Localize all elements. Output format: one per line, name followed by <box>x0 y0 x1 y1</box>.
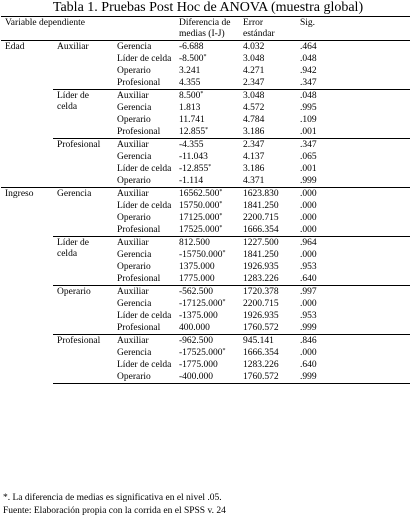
mean-difference-value: -17525.000 <box>179 348 223 358</box>
significance-marker: * <box>219 189 223 195</box>
mean-difference <box>175 224 239 237</box>
group-j: Profesional <box>117 127 161 137</box>
header-sig: Sig. <box>296 17 410 41</box>
mean-difference-value: 15750.000 <box>179 201 220 211</box>
group-j: Operario <box>117 115 151 125</box>
mean-difference <box>175 359 239 371</box>
standard-error: 1760.572 <box>239 371 296 384</box>
group-j: Gerencia <box>117 103 152 113</box>
standard-error: 1926.935 <box>243 262 279 272</box>
significance-marker: * <box>219 225 223 231</box>
significance: .999 <box>300 323 317 333</box>
mean-difference-value: -8.500 <box>179 54 204 64</box>
group-j: Operario <box>117 176 151 186</box>
significance: .347 <box>296 139 410 152</box>
group-j: Líder de celda <box>117 164 172 174</box>
standard-error: 1283.226 <box>243 274 279 284</box>
standard-error: 2200.715 <box>243 299 279 309</box>
group-j: Operario <box>117 213 151 223</box>
significance: .640 <box>300 274 317 284</box>
group-j: Operario <box>113 371 175 384</box>
group-j: Profesional <box>117 323 161 333</box>
post-hoc-table <box>1 16 410 384</box>
significance: .953 <box>300 311 317 321</box>
significance: .999 <box>300 176 317 186</box>
group-j: Líder de celda <box>117 311 172 321</box>
header-dependent: Variable dependiente <box>1 17 175 41</box>
mean-difference <box>175 335 239 348</box>
group-j: Auxiliar <box>113 237 175 250</box>
standard-error: 1841.250 <box>243 250 279 260</box>
mean-difference <box>175 261 239 273</box>
significance-marker: * <box>208 164 212 170</box>
significance-marker: * <box>222 348 226 354</box>
mean-difference <box>175 90 239 103</box>
group-j: Líder de celda <box>117 54 172 64</box>
group-j: Gerencia <box>117 348 152 358</box>
standard-error: 3.048 <box>243 54 265 64</box>
group-j: Líder de celda <box>117 360 172 370</box>
group-j: Auxiliar <box>113 139 175 152</box>
mean-difference <box>175 163 239 175</box>
table-row <box>1 90 410 103</box>
table-row <box>1 41 410 54</box>
mean-difference <box>175 286 239 299</box>
mean-difference <box>175 126 239 139</box>
standard-error: 4.572 <box>243 103 265 113</box>
mean-difference <box>175 65 239 77</box>
mean-difference <box>175 151 239 163</box>
mean-difference-value: 400.000 <box>179 323 210 333</box>
mean-difference-value: -15750.000 <box>179 250 223 260</box>
header-row <box>1 17 410 41</box>
mean-difference-value: 8.500 <box>179 91 201 101</box>
mean-difference-value: 812.500 <box>179 238 210 248</box>
significance: .347 <box>300 78 317 88</box>
mean-difference-value: 1775.000 <box>179 274 215 284</box>
mean-difference <box>175 347 239 359</box>
mean-difference-value: 3.241 <box>179 66 201 76</box>
mean-difference <box>175 114 239 126</box>
mean-difference-value: 16562.500 <box>179 189 220 199</box>
standard-error: 1760.572 <box>243 323 279 333</box>
source-note: Fuente: Elaboración propia con la corrida en el SPSS v. 24 <box>3 506 226 516</box>
mean-difference-value: 1.813 <box>179 103 201 113</box>
standard-error: 1720.378 <box>239 286 296 299</box>
mean-difference <box>175 273 239 286</box>
significance: .109 <box>300 115 317 125</box>
group-i: Profesional <box>53 139 113 188</box>
mean-difference <box>175 139 239 152</box>
significance: .464 <box>300 42 317 52</box>
group-j: Profesional <box>117 225 161 235</box>
mean-difference <box>175 298 239 310</box>
standard-error: 1666.354 <box>243 225 279 235</box>
mean-difference-value: -4.355 <box>179 140 204 150</box>
significance: .048 <box>300 54 317 64</box>
significance: .000 <box>296 188 410 201</box>
group-j: Líder de celda <box>117 201 172 211</box>
group-j: Auxiliar <box>113 335 175 348</box>
group-j: Auxiliar <box>113 90 175 103</box>
significance: .640 <box>300 360 317 370</box>
mean-difference <box>175 188 239 201</box>
significance-marker: * <box>222 299 226 305</box>
mean-difference-value: -1.114 <box>179 176 204 186</box>
significance: .000 <box>300 250 317 260</box>
mean-difference-value: -6.688 <box>179 42 204 52</box>
standard-error: 3.186 <box>243 127 265 137</box>
header-error: Error estándar <box>239 17 296 41</box>
mean-difference-value: -11.043 <box>179 152 208 162</box>
significance: .000 <box>300 299 317 309</box>
standard-error: 4.784 <box>243 115 265 125</box>
significance: .001 <box>300 127 317 137</box>
mean-difference-value: -12.855 <box>179 164 209 174</box>
mean-difference-value: 17125.000 <box>179 213 220 223</box>
table-row <box>1 139 410 152</box>
significance: .001 <box>300 164 317 174</box>
significance-marker: * <box>203 54 207 60</box>
standard-error: 4.271 <box>243 66 265 76</box>
table-row <box>1 335 410 348</box>
significance-marker: * <box>205 127 209 133</box>
significance: .997 <box>296 286 410 299</box>
group-i: Gerencia <box>53 188 113 237</box>
standard-error: 1666.354 <box>243 348 279 358</box>
standard-error: 945.141 <box>239 335 296 348</box>
dependent-variable: Edad <box>5 42 25 52</box>
group-j: Auxiliar <box>113 188 175 201</box>
standard-error: 2.347 <box>243 78 265 88</box>
header-diff: Diferencia de medias (I-J) <box>175 17 239 41</box>
mean-difference-value: -1775.000 <box>179 360 218 370</box>
significance-marker: * <box>219 201 223 207</box>
mean-difference-value: -1375.000 <box>179 311 218 321</box>
group-j: Profesional <box>117 78 161 88</box>
group-j: Operario <box>117 262 151 272</box>
standard-error: 1926.935 <box>243 311 279 321</box>
significance: .048 <box>296 90 410 103</box>
significance: .964 <box>296 237 410 250</box>
standard-error: 1623.830 <box>239 188 296 201</box>
group-i: Profesional <box>53 335 113 384</box>
group-j: Gerencia <box>117 250 152 260</box>
mean-difference-value: 4.355 <box>179 78 201 88</box>
significance-marker: * <box>219 213 223 219</box>
significance: .953 <box>300 262 317 272</box>
standard-error: 4.032 <box>243 42 265 52</box>
significance: .000 <box>300 201 317 211</box>
group-j: Gerencia <box>117 152 152 162</box>
group-i: Líder de celda <box>53 237 113 286</box>
significance: .995 <box>300 103 317 113</box>
significance: .000 <box>300 348 317 358</box>
group-i: Operario <box>53 286 113 335</box>
significance: .846 <box>296 335 410 348</box>
significance: .000 <box>300 225 317 235</box>
mean-difference-value: -962.500 <box>179 336 214 346</box>
mean-difference-value: 11.741 <box>179 115 205 125</box>
standard-error: 4.371 <box>243 176 265 186</box>
standard-error: 2200.715 <box>243 213 279 223</box>
standard-error: 1283.226 <box>243 360 279 370</box>
mean-difference <box>175 77 239 90</box>
group-j: Profesional <box>117 274 161 284</box>
group-j: Gerencia <box>117 42 152 52</box>
mean-difference <box>175 212 239 224</box>
mean-difference <box>175 41 239 54</box>
significance-marker: * <box>222 250 226 256</box>
standard-error: 4.137 <box>243 152 265 162</box>
mean-difference <box>175 322 239 335</box>
mean-difference <box>175 102 239 114</box>
mean-difference-value: -17125.000 <box>179 299 223 309</box>
standard-error: 1841.250 <box>243 201 279 211</box>
significance: .000 <box>300 213 317 223</box>
significance: .999 <box>296 371 410 384</box>
mean-difference-value: -562.500 <box>179 287 214 297</box>
table-row <box>1 286 410 299</box>
significance: .065 <box>300 152 317 162</box>
group-j: Operario <box>117 66 151 76</box>
footnote: *. La diferencia de medias es significativa en el nivel .05. <box>3 493 222 503</box>
significance: .942 <box>300 66 317 76</box>
mean-difference <box>175 249 239 261</box>
mean-difference <box>175 237 239 250</box>
group-i: Auxiliar <box>57 42 89 52</box>
mean-difference-value: -400.000 <box>179 372 214 382</box>
mean-difference <box>175 310 239 322</box>
group-j: Auxiliar <box>113 286 175 299</box>
mean-difference-value: 1375.000 <box>179 262 215 272</box>
standard-error: 1227.500 <box>239 237 296 250</box>
table-title: Tabla 1. Pruebas Post Hoc de ANOVA (muestra global) <box>52 0 364 15</box>
table-row <box>1 237 410 250</box>
table-row <box>1 188 410 201</box>
mean-difference-value: 12.855 <box>179 127 206 137</box>
mean-difference <box>175 371 239 384</box>
group-i: Líder de celda <box>53 90 113 139</box>
standard-error: 2.347 <box>239 139 296 152</box>
table-body <box>1 41 410 384</box>
standard-error: 3.048 <box>239 90 296 103</box>
mean-difference <box>175 200 239 212</box>
group-j: Gerencia <box>117 299 152 309</box>
significance-marker: * <box>200 91 204 97</box>
standard-error: 3.186 <box>243 164 265 174</box>
mean-difference <box>175 53 239 65</box>
dependent-variable: Ingreso <box>1 188 53 384</box>
mean-difference-value: 17525.000 <box>179 225 220 235</box>
mean-difference <box>175 175 239 188</box>
